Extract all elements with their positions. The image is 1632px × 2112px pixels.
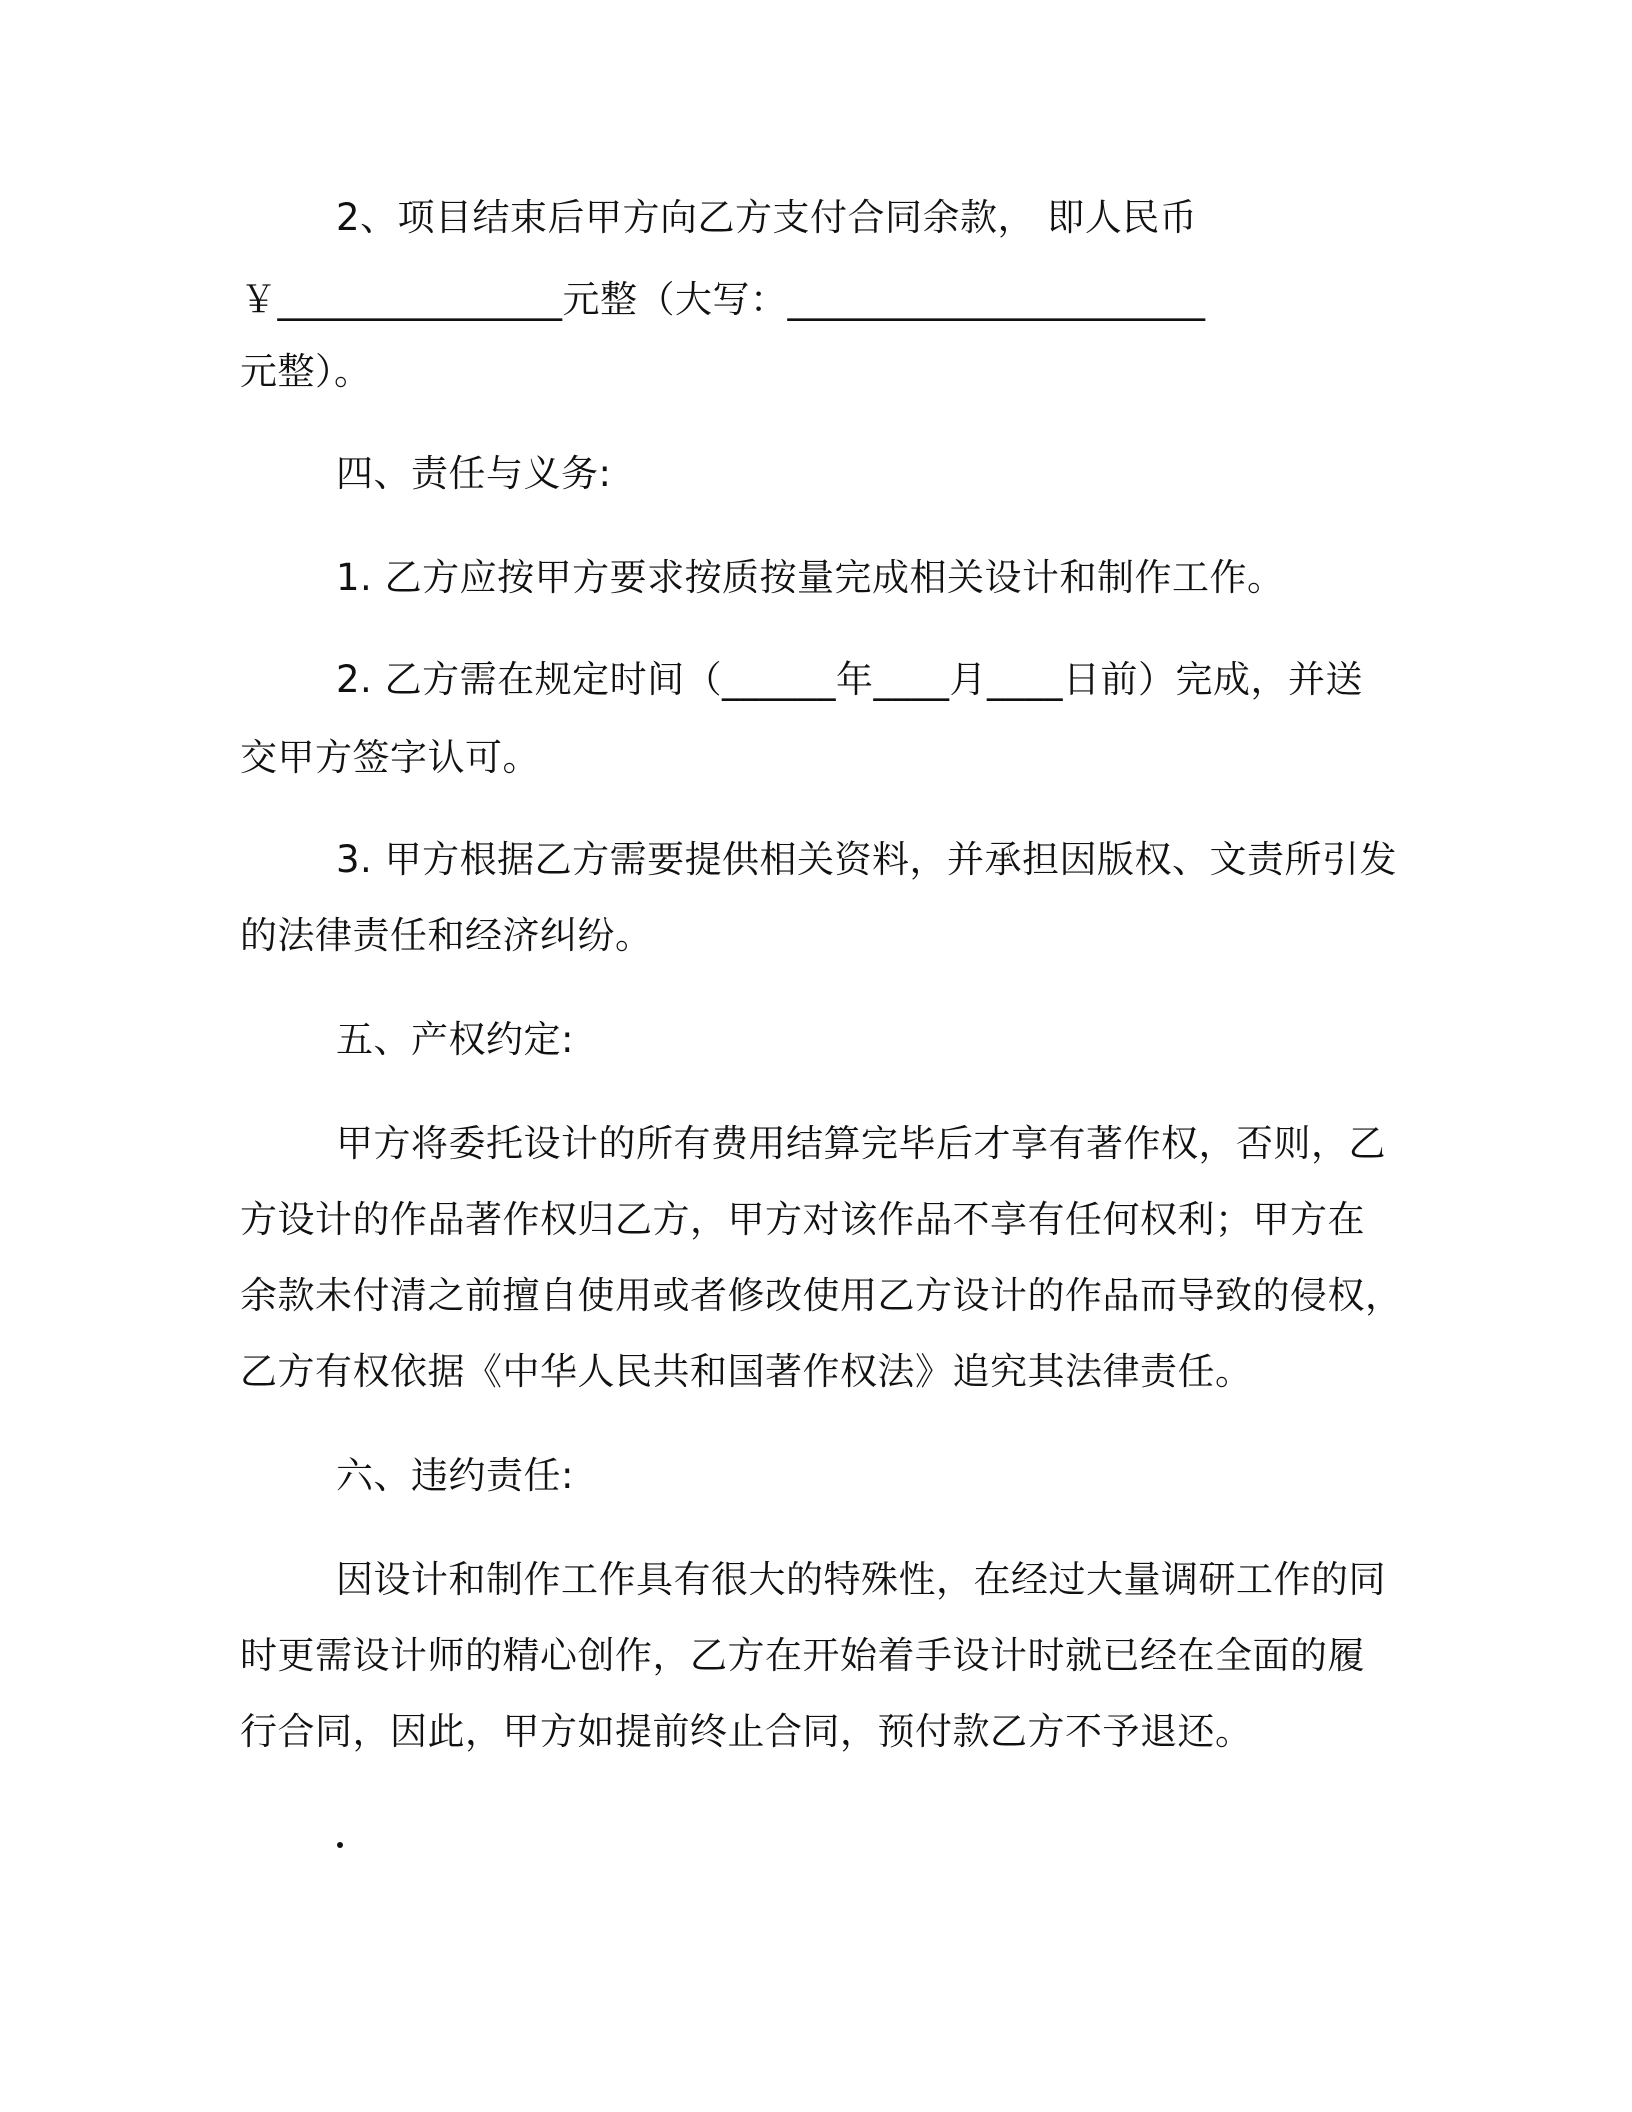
text-line-obligation-3-cont: 的法律责任和经济纠纷。 xyxy=(240,914,653,957)
text-line-obligation-1: 1. 乙方应按甲方要求按质按量完成相关设计和制作工作。 xyxy=(336,556,1285,599)
text-line-rights-4: 乙方有权依据《中华人民共和国著作权法》追究其法律责任。 xyxy=(240,1350,1253,1393)
text-line-amount-blanks: ￥_______________元整（大写：______________________ xyxy=(240,278,1206,321)
text-line-breach-2: 时更需设计师的精心创作，乙方在开始着手设计时就已经在全面的履 xyxy=(240,1634,1365,1677)
text-line-obligation-2: 2. 乙方需在规定时间（______年____月____日前）完成，并送 xyxy=(336,658,1364,701)
trailing-dot-mark xyxy=(337,1842,343,1848)
text-line-rights-2: 方设计的作品著作权归乙方，甲方对该作品不享有任何权利；甲方在 xyxy=(240,1198,1365,1241)
section-heading-obligations: 四、责任与义务: xyxy=(336,452,612,495)
section-heading-breach: 六、违约责任: xyxy=(336,1454,574,1497)
text-line-breach-1: 因设计和制作工作具有很大的特殊性，在经过大量调研工作的同 xyxy=(336,1558,1386,1601)
text-line-payment-balance: 2、项目结束后甲方向乙方支付合同余款， 即人民币 xyxy=(336,196,1198,239)
section-heading-property-rights: 五、产权约定: xyxy=(336,1018,574,1061)
text-line-obligation-3: 3. 甲方根据乙方需要提供相关资料，并承担因版权、文责所引发 xyxy=(336,838,1398,881)
text-line-rights-1: 甲方将委托设计的所有费用结算完毕后才享有著作权，否则，乙 xyxy=(336,1122,1386,1165)
text-line-obligation-2-cont: 交甲方签字认可。 xyxy=(240,736,540,779)
text-line-amount-end: 元整）。 xyxy=(240,350,372,393)
text-line-breach-3: 行合同，因此，甲方如提前终止合同，预付款乙方不予退还。 xyxy=(240,1710,1253,1753)
text-line-rights-3: 余款未付清之前擅自使用或者修改使用乙方设计的作品而导致的侵权， xyxy=(240,1274,1403,1317)
